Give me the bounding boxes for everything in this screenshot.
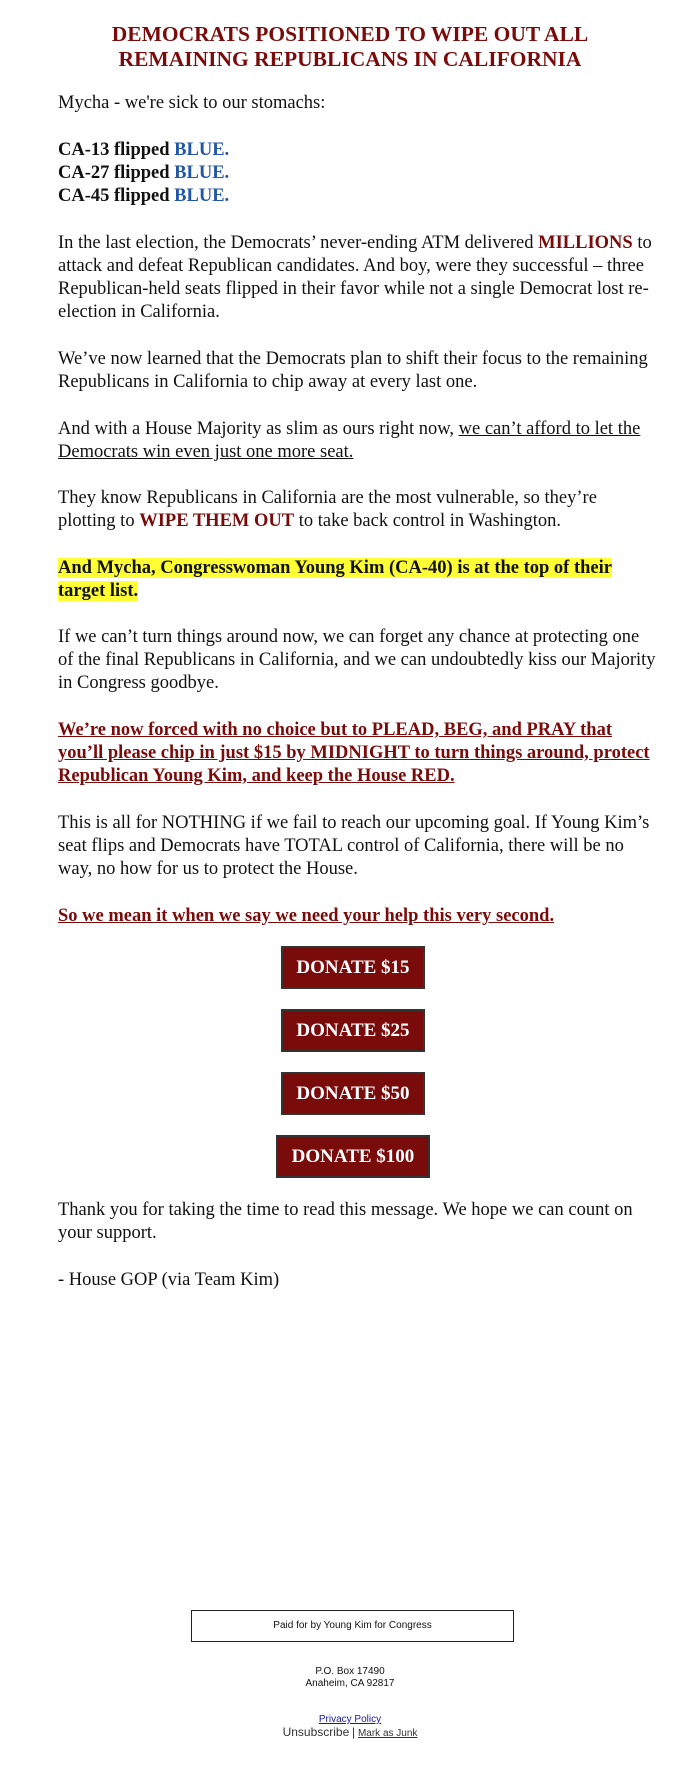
plea-link[interactable]: We’re now forced with no choice but to PLEAD, BEG, and PRAY that you’ll please chip in just $15 by MIDNIGHT to turn things around, protect Republican Young Kim, and keep the House RED.	[58, 720, 650, 786]
paragraph-text: to take back control in Washington.	[298, 511, 561, 531]
flip-color: BLUE.	[174, 186, 230, 206]
headline: DEMOCRATS POSITIONED TO WIPE OUT ALL REMAINING REPUBLICANS IN CALIFORNIA	[111, 22, 589, 71]
underlined-statement: we can’t afford to let the Democrats win even just one more seat.	[58, 419, 641, 462]
address-line: Anaheim, CA 92817	[305, 1678, 395, 1689]
paragraph-majority	[58, 418, 658, 464]
wipe-them-out-emphasis: WIPE THEM OUT	[139, 511, 295, 531]
paragraph-election	[58, 232, 658, 324]
highlighted-statement: And Mycha, Congresswoman Young Kim (CA-40) is at the top of their target list.	[58, 558, 612, 601]
privacy-policy-link[interactable]: Privacy Policy	[318, 1714, 382, 1725]
flip-color: BLUE.	[174, 163, 230, 183]
flipped-seats-list	[58, 139, 658, 208]
paragraph-text: In the last election, the Democrats’ never-ending ATM delivered	[58, 233, 534, 253]
signature: - House GOP (via Team Kim)	[58, 1270, 280, 1290]
mailing-address	[250, 1666, 450, 1690]
flip-district: CA-45 flipped	[58, 186, 170, 206]
help-now-link[interactable]: So we mean it when we say we need your help this very second.	[58, 906, 555, 926]
greeting: Mycha - we're sick to our stomachs:	[58, 93, 326, 113]
donate-25-button[interactable]: DONATE $25	[281, 1009, 425, 1052]
paragraph-thank-you: Thank you for taking the time to read this message. We hope we can count on your support.	[58, 1200, 633, 1243]
paragraph-help-now[interactable]	[58, 905, 658, 928]
paragraph-text: to attack and defeat Republican candidates. And boy, were they successful – three Republican-held seats flipped in their favor while not a single Democrat lost re-election in California.	[58, 233, 652, 322]
paragraph-plea[interactable]	[58, 719, 658, 788]
donate-15-button[interactable]: DONATE $15	[281, 946, 425, 989]
donate-50-button[interactable]: DONATE $50	[281, 1072, 425, 1115]
footer-links	[200, 1713, 500, 1740]
millions-emphasis: MILLIONS	[538, 233, 633, 253]
footer-separator: |	[352, 1725, 356, 1739]
flip-district: CA-27 flipped	[58, 163, 170, 183]
paragraph-shift-focus: We’ve now learned that the Democrats plan to shift their focus to the remaining Republicans in California to chip away at every last one.	[58, 349, 648, 392]
paragraph-turn-around: If we can’t turn things around now, we can forget any chance at protecting one of the final Republicans in California, and we can undoubtedly kiss our Majority in Congress goodbye.	[58, 627, 656, 693]
paragraph-text: And with a House Majority as slim as ours right now,	[58, 419, 454, 439]
flip-line	[58, 162, 658, 185]
flip-district: CA-13 flipped	[58, 140, 170, 160]
flip-line	[58, 139, 658, 162]
address-line: P.O. Box 17490	[315, 1666, 385, 1677]
paragraph-text: They know Republicans in California are the most vulnerable, so they’re plotting to	[58, 488, 597, 531]
flip-color: BLUE.	[174, 140, 230, 160]
donate-100-button[interactable]: DONATE $100	[276, 1135, 430, 1178]
paragraph-nothing: This is all for NOTHING if we fail to reach our upcoming goal. If Young Kim’s seat flips and Democrats have TOTAL control of California, there will be no way, no how for us to protect the House.	[58, 813, 650, 879]
unsubscribe-link[interactable]: Unsubscribe	[282, 1725, 350, 1739]
paragraph-vulnerable	[58, 487, 658, 533]
paragraph-target-list	[58, 557, 658, 603]
mark-as-junk-link[interactable]: Mark as Junk	[357, 1728, 418, 1739]
flip-line	[58, 185, 658, 208]
paid-for-disclaimer: Paid for by Young Kim for Congress	[191, 1610, 514, 1642]
